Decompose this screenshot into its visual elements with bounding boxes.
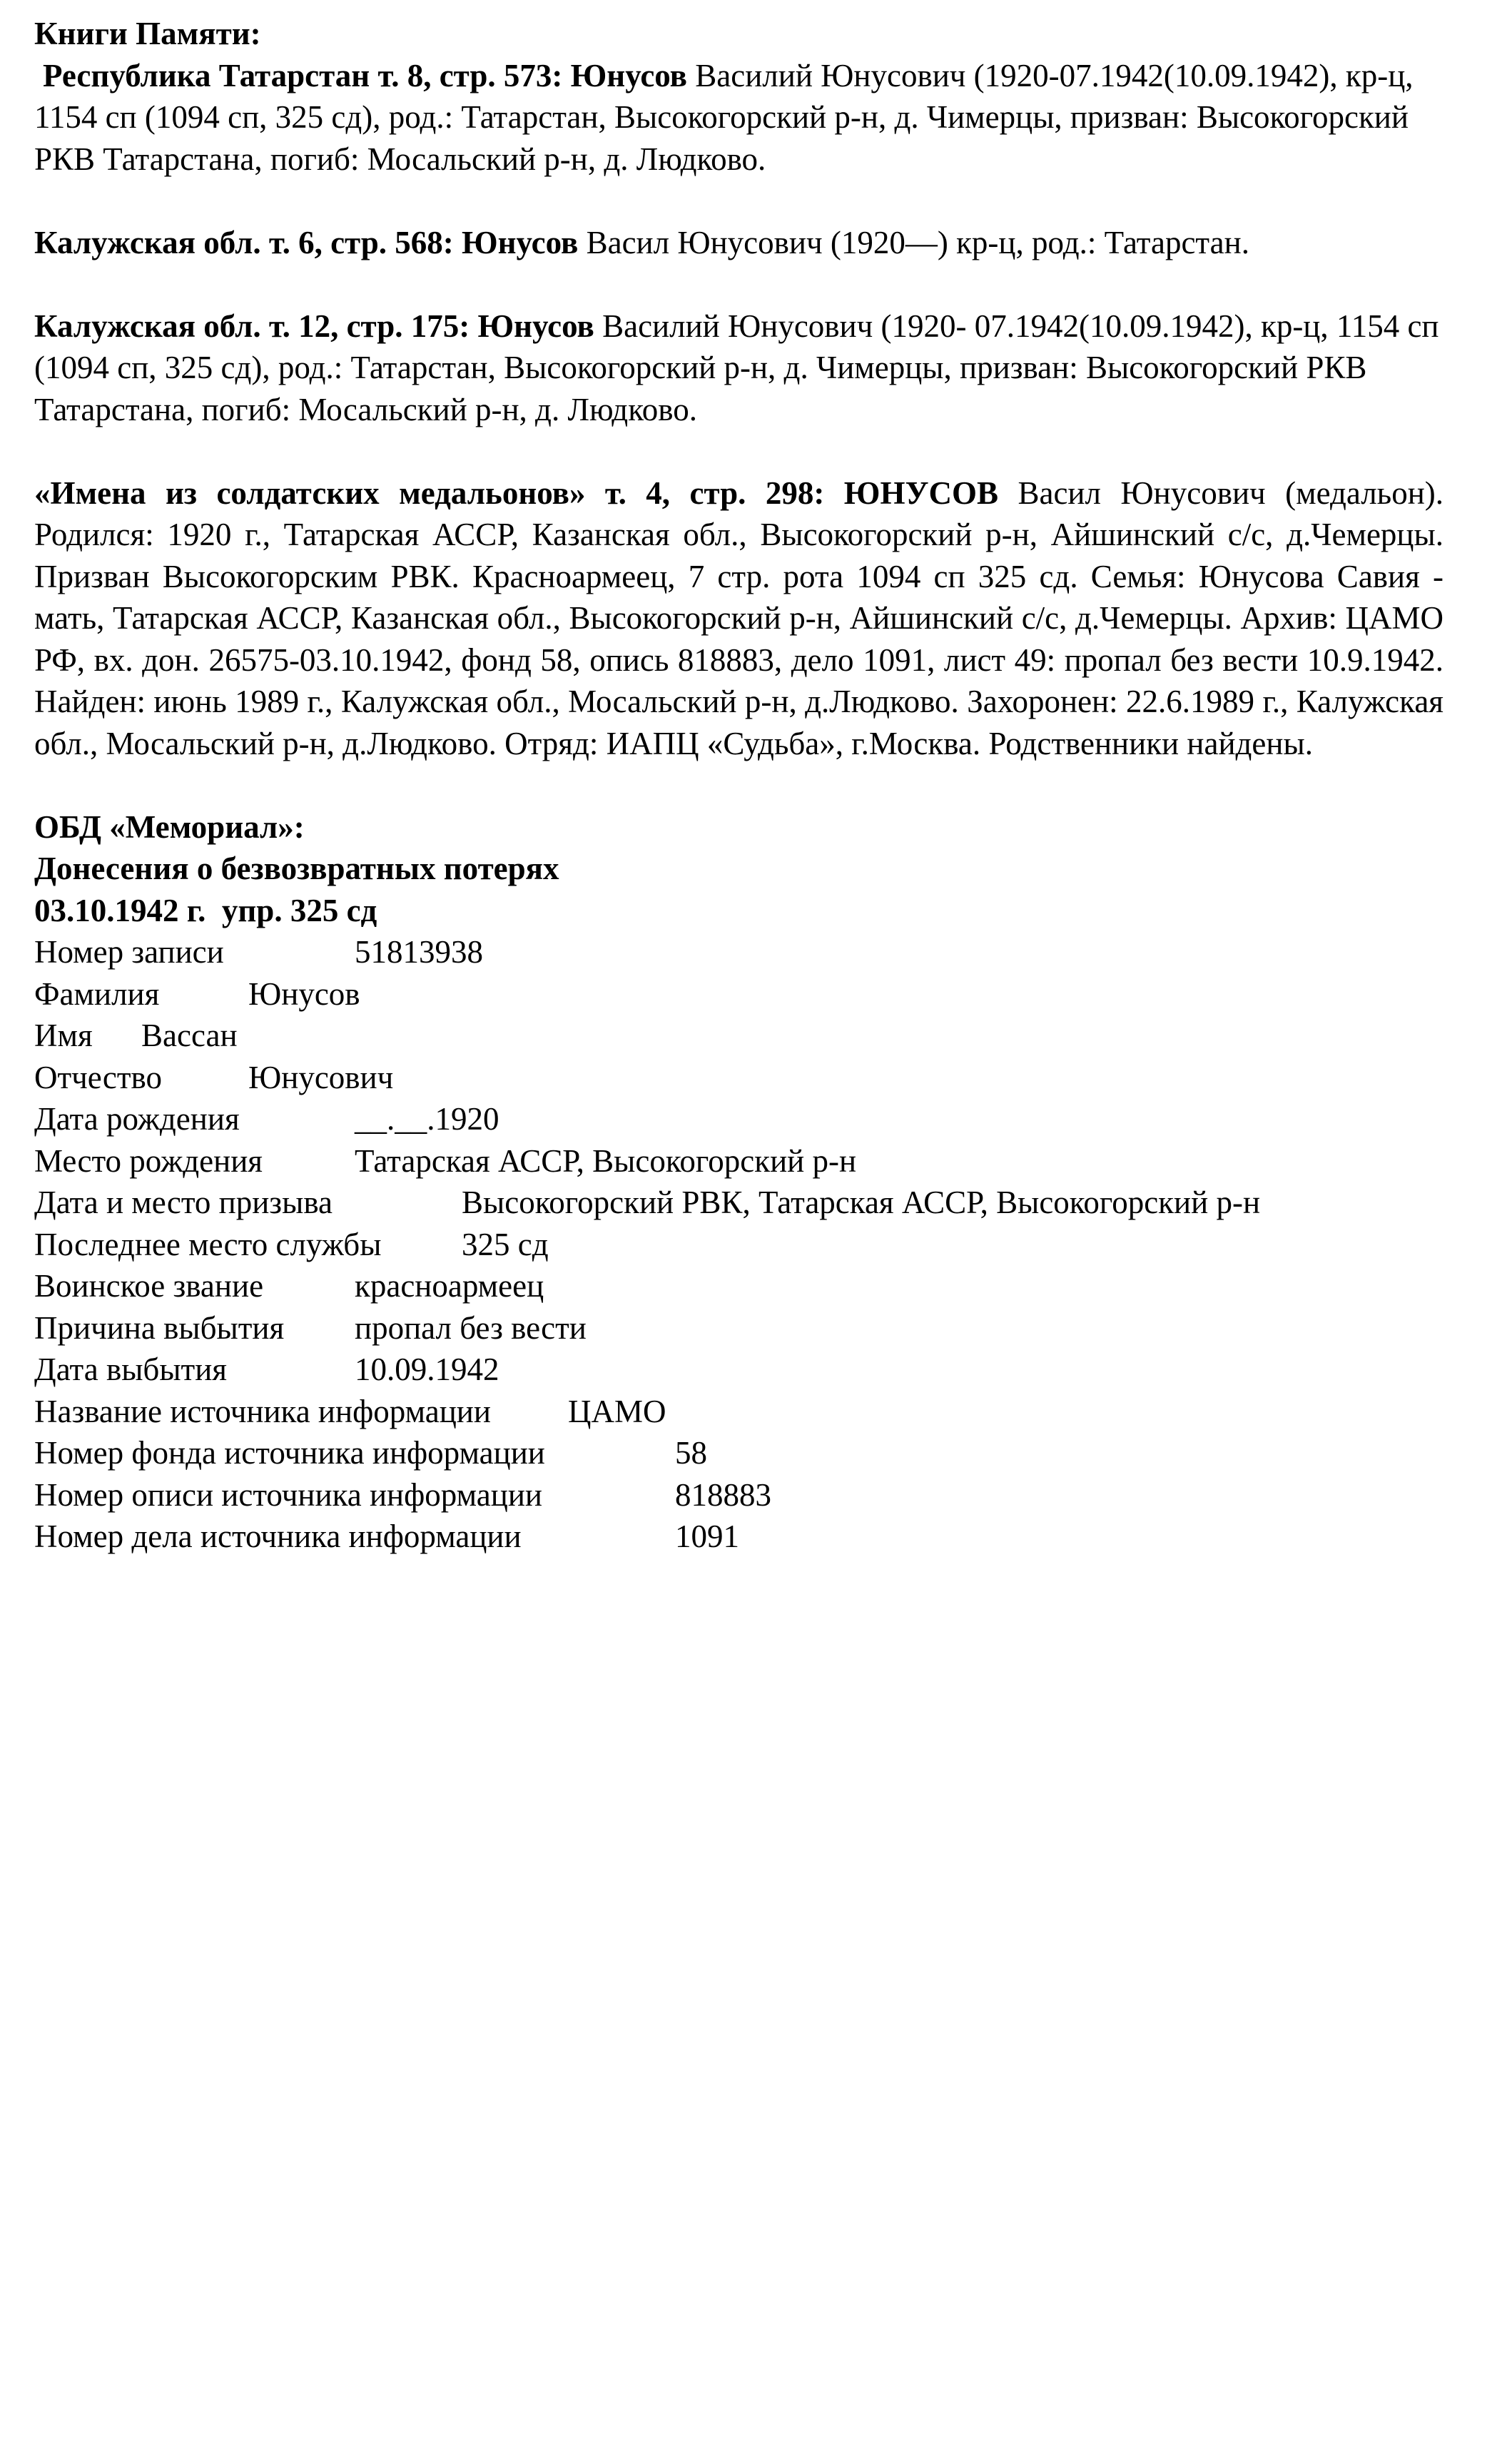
field-label: Номер дела источника информации [34,1518,522,1554]
field-row [34,1265,1443,1307]
field-row [34,1057,1443,1099]
field-label: Фамилия [34,975,160,1012]
field-row [34,1307,1443,1349]
entry-tatarstan [34,55,1443,181]
field-label: Место рождения [34,1142,263,1179]
entry-text: Василий Юнусович (1920- 07.1942(10.09.1942), кр-ц, 1154 сп (1094 сп, 325 сд), род.: Татарстан, Высокогорский р-н, д. Чимерцы, призван: Высокогорский РКВ Татарстана, погиб: Мосальский р-н, д. Людково. [34,308,1439,427]
field-value: ЦАМО [568,1393,666,1429]
entry-text: Васил Юнусович (1920—) кр-ц, род.: Татарстан. [586,224,1249,260]
document-page [34,13,1443,1558]
field-row [34,1349,1443,1391]
field-value: Юнусович [248,1059,394,1095]
field-value: 818883 [675,1476,771,1513]
field-label: Последнее место службы [34,1226,382,1262]
books-heading: Книги Памяти: [34,16,261,51]
field-value: 325 сд [462,1226,549,1262]
field-value: Юнусов [248,975,360,1012]
entry-source: Калужская обл. т. 12, стр. 175: [34,308,470,344]
field-row [34,1098,1443,1140]
field-row [34,1391,1443,1433]
field-value: 51813938 [355,934,483,970]
field-value: пропал без вести [355,1309,587,1346]
field-value: красноармеец [355,1268,544,1304]
obd-subheading: Донесения о безвозвратных потерях [34,851,559,886]
entry-surname: Юнусов [461,224,579,260]
field-row [34,1474,1443,1516]
field-label: Имя [34,1018,93,1053]
obd-date-line: 03.10.1942 г. упр. 325 сд [34,892,377,928]
field-value: 58 [675,1435,707,1471]
field-label: Отчество [34,1059,162,1095]
field-value: __.__.1920 [355,1101,499,1137]
entry-text: Васил Юнусович (медальон). Родился: 1920 г., Татарская АССР, Казанская обл., Высокогорский р-н, Айшинский с/с, д.Чемерцы. Призван Высокогорским РВК. Красноармеец, 7 стр. рота 1094 сп 325 сд. Семья: Юнусова Савия - мать, Татарская АССР, Казанская обл., Высокогорский р-н, Айшинский с/с, д.Чемерцы. Архив: ЦАМО РФ, вх. дон. 26575-03.10.1942, фонд 58, опись 818883, дело 1091, лист 49: пропал без вести 10.9.1942. Найден: июнь 1989 г., Калужская обл., Мосальский р-н, д.Людково. Захоронен: 22.6.1989 г., Калужская обл., Мосальский р-н, д.Людково. Отряд: ИАПЦ «Судьба», г.Москва. Родственники найдены. [34,475,1444,761]
field-label: Номер записи [34,934,224,970]
obd-heading: ОБД «Мемориал»: [34,808,305,845]
entry-surname: Юнусов [477,308,594,344]
field-row [34,1182,1443,1224]
entry-surname: Юнусов [570,57,687,93]
obd-fields [34,931,1443,1558]
field-value: Высокогорский РВК, Татарская АССР, Высокогорский р-н [462,1185,1261,1220]
field-row [34,1140,1443,1182]
entry-medallions [34,472,1443,765]
field-row [34,973,1443,1015]
field-row [34,1516,1443,1558]
field-label: Номер фонда источника информации [34,1435,545,1471]
field-value: Вассан [141,1018,238,1053]
entry-kaluga-12 [34,305,1443,431]
field-label: Дата и место призыва [34,1185,333,1220]
field-row [34,931,1443,973]
field-value: 1091 [675,1518,739,1554]
field-label: Воинское звание [34,1268,264,1304]
entry-source: Калужская обл. т. 6, стр. 568: [34,224,454,260]
entry-kaluga-6 [34,222,1443,264]
field-label: Дата рождения [34,1101,240,1137]
entry-source: «Имена из солдатских медальонов» т. 4, стр. 298: [34,475,825,511]
field-row [34,1432,1443,1474]
entry-text: Василий Юнусович (1920-07.1942(10.09.1942), кр-ц, 1154 сп (1094 сп, 325 сд), род.: Татарстан, Высокогорский р-н, д. Чимерцы, призван: Высокогорский РКВ Татарстана, погиб: Мосальский р-н, д. Людково. [34,57,1414,177]
field-value: 10.09.1942 [355,1352,499,1387]
field-row [34,1224,1443,1266]
field-label: Причина выбытия [34,1309,285,1346]
entry-source: Республика Татарстан т. 8, стр. 573: [43,57,563,93]
field-row [34,1015,1443,1057]
entry-surname: ЮНУСОВ [843,475,999,511]
field-value: Татарская АССР, Высокогорский р-н [355,1142,857,1179]
field-label: Название источника информации [34,1393,491,1429]
field-label: Дата выбытия [34,1352,227,1387]
field-label: Номер описи источника информации [34,1476,543,1513]
